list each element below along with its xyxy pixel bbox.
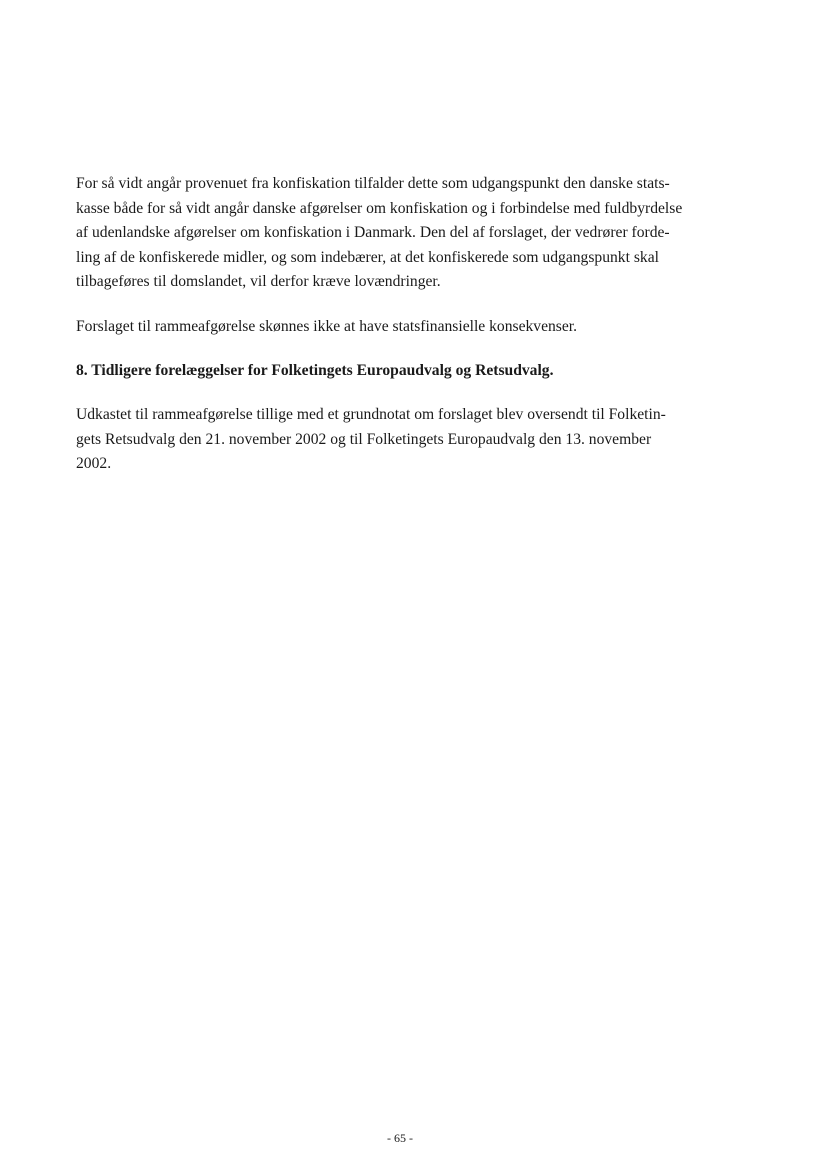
text-line: For så vidt angår provenuet fra konfiskation tilfalder dette som udgangspunkt den danske stats- — [76, 175, 670, 192]
paragraph-financial-consequences — [76, 315, 748, 340]
text-line: kasse både for så vidt angår danske afgørelser om konfiskation og i forbindelse med fuldbyrdelse — [76, 199, 683, 217]
section-heading: 8. Tidligere forelæggelser for Folketingets Europaudvalg og Retsudvalg. — [76, 361, 554, 379]
paragraph-spacer — [76, 340, 748, 359]
paragraph-previous-submissions — [76, 403, 748, 477]
page-number: - 65 - — [387, 1131, 413, 1145]
paragraph-spacer — [76, 295, 748, 315]
text-line: tilbageføres til domslandet, vil derfor kræve lovændringer. — [76, 273, 441, 291]
document-body — [76, 172, 748, 477]
text-line: gets Retsudvalg den 21. november 2002 og til Folketingets Europaudvalg den 13. november — [76, 430, 652, 448]
text-line: af udenlandske afgørelser om konfiskation i Danmark. Den del af forslaget, der vedrører forde- — [76, 224, 670, 242]
paragraph-spacer — [76, 383, 748, 403]
text-line: ling af de konfiskerede midler, og som indebærer, at det konfiskerede som udgangspunkt skal — [76, 248, 659, 266]
paragraph-confiscation-proceeds — [76, 172, 748, 295]
text-line: Udkastet til rammeafgørelse tillige med et grundnotat om forslaget blev oversendt til Folketin- — [76, 406, 666, 424]
text-line: Forslaget til rammeafgørelse skønnes ikke at have statsfinansielle konsekvenser. — [76, 317, 578, 335]
text-line: 2002. — [76, 455, 112, 473]
